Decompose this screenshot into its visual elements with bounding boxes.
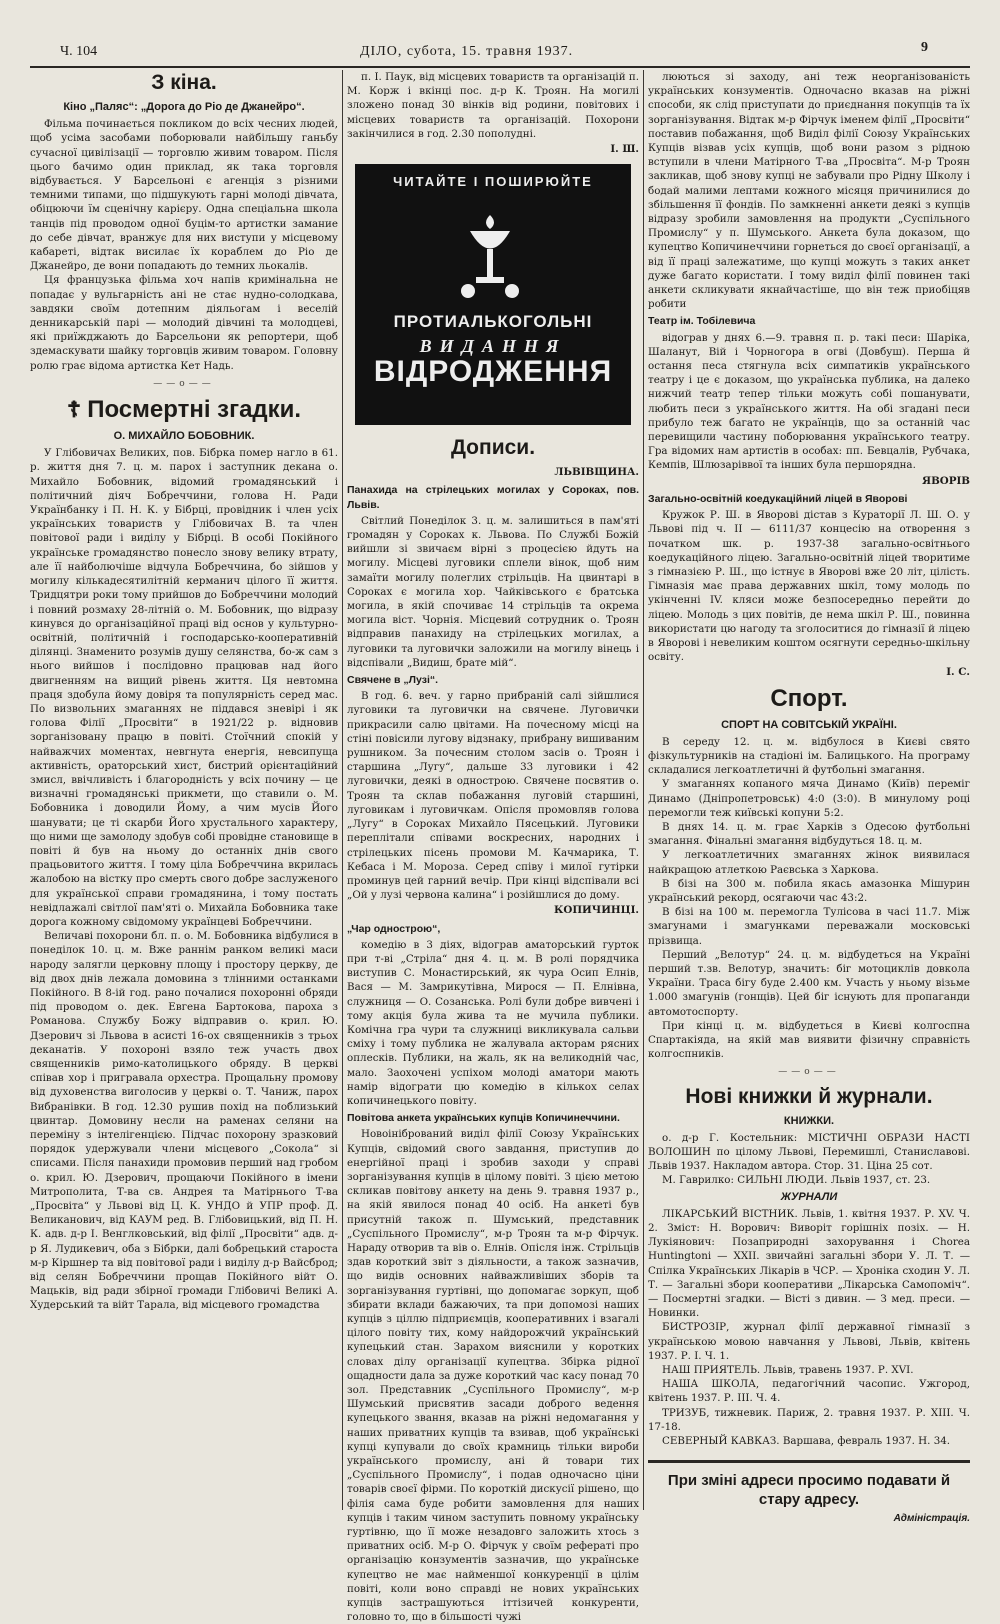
article-subheading: Повітова анкета українських купців Копичинеччини. (347, 1112, 620, 1125)
region-yavoriv: ЯВОРІВ (921, 474, 970, 487)
journal-entry: ТРИЗУБ, тижневик. Париж, 2. травня 1937. Р. XIII. Ч. 17-18. (648, 1406, 970, 1433)
column-rule (342, 70, 343, 1510)
region-kopychyntsi: КОПИЧИНЦІ. (554, 904, 639, 917)
sport-paragraph: При кінці ц. м. відбудеться в Києві колгоспна Спартакіяда, на якій мав виявити фізичну справність колгоспників. (648, 1019, 970, 1061)
orthodox-cross-icon: ☦ (66, 397, 82, 423)
sport-paragraph: Перший „Велотур“ 24. ц. м. відбудеться на Україні перший т.зв. Велотур, значить: біг мотоциклів довкола України. Траса бігу буде 2.400 км. Участь у ньому візьме 1.000 змагунів (гонщів). Цей біг існують для пропаганди автомотоспорту. (648, 948, 970, 1018)
cinema-heading: З кіна. (151, 71, 217, 94)
cinema-paragraph: Фільма починається покликом до всіх чесних людей, щоб усіма засобами поборювали найбільшу ганьбу сучасної цивілізації — торговлю живим товаром. Після цього бачимо один приклад, як така торговля відбувається. У Барсельоні є агенція з різними темними типами, що підшукують гарні молоді дівчата, обіцюючи їм сценічну карієру. Одна спеціальна школа танців під проводом одної буцім-то артистки замание до себе дівчат, вранжує для них виступи у місцевому кабареті, відтак висилає їх кораблем до Ріо де Джанейро, де вони попадають до темних льокалів. (30, 118, 338, 273)
address-change-notice (648, 1460, 970, 1528)
separator-ornament: ——o—— (153, 378, 215, 389)
obituary-heading (30, 395, 338, 425)
masthead-date: ДІЛО, субота, 15. травня 1937. (360, 44, 574, 59)
column-3 (648, 70, 970, 1525)
article-paragraph: комедію в 3 діях, відограв аматорський гурток при т-ві „Стріла“ дня 4. ц. м. В ролі порядчика виступив С. Монастирський, як чура Осип Елнів, Вася — М. Замрикутівна, Мирося — П. Елнівна, служниця — О. Созанська. Ролі були добре вивчені і тому акція була жива та не мучила публики. Комічна гра чури та служниці викликувала сальви сміху і тому публика не жалувала акторам рясних оплесків. Публики, на жаль, як на великодній час, мало. Заохочені успіхом молоді аматори мають намір відограти цю комедію в кількох селах копичинецького повіту. (347, 938, 639, 1107)
column-2 (347, 70, 639, 1624)
dopysy-heading: Дописи. (450, 436, 536, 460)
notice-signature: Адміністрація. (893, 1513, 970, 1525)
sport-heading: Спорт. (770, 684, 848, 712)
article-subheading: Панахида на стрілецьких могилах у Сороках, пов. Львів. (347, 484, 639, 511)
journal-entry: ЛІКАРСЬКИЙ ВІСТНИК. Львів, 1. квітня 1937. Р. XV. Ч. 2. Зміст: Н. Ворович: Виворіт горішніх позіх. — Н. Лукіянович: Позаприродні захорування і Chorea Huntingtoni — XXII. звичайні загальні збори У. Л. Т. — Спілка Українських Лікарів в ЧСР. — Хроніка сходин У. Л. Т. — Загальні збори кооперативи „Лікарська Самопоміч“. — Посмертні згадки. — Вісті з дивин. — З мед. преси. — Новинки. (648, 1207, 970, 1320)
sport-subheading: СПОРТ НА СОВІТСЬКІЙ УКРАЇНІ. (721, 718, 897, 731)
article-paragraph: Кружок Р. Ш. в Яворові дістав з Кураторії Л. Ш. О. у Львові під ч. ІІ — 6111/37 концесію на отворення з початком шк. р. 1937-38 загально-освітнього коедукаційного ліцею. Загально-освітній ліцей творитиме з гімназією Р. Ш., що істнує в Яворові вже 20 літ, цілість. Гімназія має права державних шкіл, тому молодь по укінченні IV. кляси може безпосередньо перейти до ліцею. Молодь з цих повітів, де нема шкіл Р. Ш., повинна використати цю нагоду та зголоситися до гімназії й ліцею в Яворові і невеликим коштом осягнути середньо-шкільну освіту. (648, 509, 970, 664)
article-paragraph: Світлий Понеділок 3. ц. м. залишиться в пам'яті громадян у Сороках к. Львова. По Службі Божій вийшли зі звичаєм вірні з процесією йдуть на могилу. Місцеві луговики сплели вінок, щоб ним замаїти могилу полеглих стрільців. На цвинтарі в Сороках є могила хор. Чайківського є братська могила, в якій спочиває 14 стрільців та окрема могила віст. Чорнія. Місцевий сотрудник о. Троян відправив панахиду на стрілецьких могилах, а луговики та луговички заложили на могилу вінець і відспівали „Видиш, брате мій“. (347, 514, 639, 669)
cinema-paragraph: Ця французька фільма хоч напів кримінальна не попадає у вульгарність ані не стає нудно-солодкава, завдяки своїм дотепним діяльогам і веселій денникарській парі — молодий дівчині та молодцеві, які приїжджають до Барсельони як репортери, щоб здемаскувати шайку торговців живим товаром. Головну ролю грає відома артистка Кет Надь. (30, 274, 338, 372)
sport-paragraph: В бізі на 300 м. побила якась амазонка Мішурин український рекорд, осягаючи час 43:2. (648, 877, 970, 904)
page-number: 9 (921, 40, 928, 55)
obituary-heading-text: Посмертні згадки. (87, 396, 302, 424)
article-subheading: Загально-освітній коедукаційний ліцей в Яворові (648, 492, 908, 505)
book-entry: о. д-р Г. Костельник: МІСТИЧНІ ОБРАЗИ НАСТІ ВОЛОШИН по цілому Львові, Перемишлі, Станиславові. Львів 1937. Накладом автора. Стор. 31. Ціна 25 сот. (648, 1131, 970, 1173)
obituary-paragraph: Величаві похорони бл. п. о. М. Бобовника відбулися в понеділок 10. ц. м. Вже раннім ранком великі маси народу залягли церковну площу і простору церкву, де від двох днів лежала домовина з тлінними останками Покійного. В 8-ій год. рано почалися похоронні обряди під проводом о. дек. Евгена Бартокова, пароха з Романова. Службу Божу відправив о. крил. Ю. Дзерович зі Львова в асисті 16-ох священників з трьох деканатів. У похороні взяло теж участь двох священників римо-католицького обряду. В церкві співав хор і пригравала орхестра. Прощальну промову від духовенства виголосив у церкві о. Т. Чаниж, парох Вибранівки. В год. 12.30 рушив похід на поблизький цвинтар. Домовину несли на раменах селяни на переміну з інтелігенцією. Підчас похорону зразковий порядок удержували члени місцевого „Сокола“ зі списами. Після панахиди промовив перший над гробом о. крил. Ю. Дзерович, прощаючи Покійного в імени Митрополита, Т-ва св. Андрея та Матірнього Т-ва „Просвіта“ у Львові від Ц. К. УНДО й УПР проф. Д. Великанович, від КАУМ ред. В. Глібовицький, від П. Н. К. адв. д-р І. Венглковський, від філії „Просвіти“ адв. д-р Я. Лудикевич, оба з Бібрки, далі бобрецький староста м-р Кіршнер та від повітової ради і виділу д-р Вайсброд; від селян Бобреччини прощав Покійного війт О. Мацьків, від ради збірної громади Глібовичі Великі А. Худерський та війт Тарала, від місцевого громадства (30, 930, 338, 1312)
article-signature: І. С. (946, 666, 970, 679)
obituary-paragraph: У Глібовичах Великих, пов. Бібрка помер нагло в 61. р. життя дня 7. ц. м. парох і заступник декана о. Михайло Бобовник, відомий громадянський і політичний діяч Бобреччини, голова Н. Ради Українбанку і П. Н. К. у Бібрці, провідник і член усіх українських товариств у Глібовичах В. та член повітової ради і виділу у Бібрці. В особі Покійного українське громадянство понесло знову велику втрату, але її найболючіше відчула Бобреччина, бо зійшов у могилу кількадесятилітній керманич цілого її життя. Тридцятри роки тому прийшов до Бобреччини молодий і повний розмаху 28-літній о. М. Бобовник, що відразу кинувся до організаційної праці від основ у культурно-освітній, політичній і господарсько-кооперативній ділянці. Знаменито розумів душу селянства, бо-ж сам з нього вийшов і послідовно працював над його двигненням на вищий рівень життя. Ця невтомна праця здобула йому довіря та популярність серед мас. По визвольних змаганнях не піддався зневірі і як голова Філії „Просвіти“ в 1921/22 р. відновив зорганізовану працю в повіті. Стоїчний спокій у найважчих моментах, невгнута енергія, невсипуща активність, ораторський хист, бистрий орієнтаційний змисл, ввічливість і благородність у всіх почину — це визначні громадянські прикмети, що ставили о. М. Бобовника і доводили Йому, а чим мусів Його шанувати; це ті скарби Його хрустального характеру, що ними ще замолоду здобув собі провідне становище в повіті й був на ньому до останніх днів свого працьовитого життя. І тому ціла Бобреччина вкрилась жалобою на вістку про смерть свого добре заслуженого для української справи громадянина, і тому постать невідлажалі світлої пам'яті о. Михайла Бобовника таке дорога кожному свідомому українцеві Бобреччини. (30, 447, 338, 928)
obituary-subheading: О. МИХАЙЛО БОБОВНИК. (113, 430, 255, 443)
article-paragraph: В год. 6. веч. у гарно прибраній салі зійшлися луговики та луговички на свячене. Луговички прикрасили салю цвітами. На почесному місці на стіні повісили лугову відзнаку, прибрану вишиваним рушником. За почесним столом засів о. Троян і старшина „Лугу“, дальше 33 луговики і 42 луговички, деякі в однострою. Свячене посвятив о. Троян та склав побажання луговій старшині, луговикам і луговичкам. Опісля промовляв голова „Лугу“ в Сороках Михайло Пясецький. Луговики переплітали співами воскресних, народних і стрілецьких пісень промови М. Качмарика, Т. Кебаса і М. Мороза. Серед співу і милої гутірки проминув цей гарний вечір. При кінці відспівали всі „Ой у лузі червона калина“ і розійшлися до дому. (347, 690, 639, 902)
book-entry: М. Гаврилко: СИЛЬНІ ЛЮДИ. Львів 1937, ст. 23. (662, 1174, 931, 1187)
article-subheading: Свячене в „Лузі“. (347, 674, 439, 687)
journal-entry: БИСТРОЗІР, журнал філії державної гімназії з українською мовою навчання у Львові, Львів, квітень 1937. Р. І. Ч. 1. (648, 1321, 970, 1362)
anti-alcohol-poster (355, 164, 631, 425)
sport-paragraph: В днях 14. ц. м. грає Харків з Одесою футбольні змагання. Фінальні змагання відбудуться 18. ц. м. (648, 820, 970, 848)
region-lvivshchyna: ЛЬВІВЩИНА. (554, 466, 639, 479)
obituary-continuation: п. І. Паук, від місцевих товариств та організацій п. М. Корж і вкінці пос. д-р К. Троян. На могилі зложено понад 30 вінків від родини, повітових і місцевих товариств та організацій. Похорони закінчилися в год. 2.30 пополудні. (347, 71, 639, 140)
notice-text: При зміні адреси просимо подавати й стару адресу. (667, 1472, 951, 1509)
poster-arc-text: ЧИТАЙТЕ І ПОШИРЮЙТЕ (393, 174, 593, 190)
separator-ornament: ——o—— (778, 1067, 840, 1078)
poster-line-3: ВІДРОДЖЕННЯ (373, 355, 613, 389)
poster-line-1: ПРОТИАЛЬКОГОЛЬНІ (393, 312, 593, 332)
journal-entry: НАША ШКОЛА, педагогічний часопис. Ужгород, квітень 1937. Р. III. Ч. 4. (648, 1378, 970, 1405)
journal-entry: СЕВЕРНЫЙ КАВКАЗ. Варшава, февраль 1937. Н. 34. (662, 1435, 951, 1448)
obituary-signature: І. Ш. (610, 143, 639, 156)
article-paragraph: Новоінібрований виділ філії Союзу Українських Купців, свідомий свого завдання, приступив до енергійної праці і зробив заходи у справі зорганізування купців в цілому повіті. З цією метою скликав повітову анкету на день 9. травня 1937 р., на якій явилося понад 40 осіб. На анкеті був присутній також п. Шумський, представник „Суспільного Промислу“, м-р Троян та м-р Фірчук. Нараду отворив та вів о. Елнів. Опісля інж. Стрільців здав короткий звіт з діяльности, а також зазначив, що видів основних найважливіших зборів та зорганізування гуртівні, що допомагає зоркуп, щоб збирати вклади бажаючих, та при допомозі наших купців з ціллю підприємців, кооперативних і взагалі цілого повіту тих, кому найдорожчий український купецький стан. Зарахом вияснили у коротких словах ділу організації купецтва. Збірка рідної ощадности дала за дуже короткий час касу понад 70 зол. Представник „Суспільного Промислу“, м-р Шумський присвятив засади доброго ведення купецького звання, вказав на ріжні недомагання у наших приватних купців та взивав, щоб українські купці купували до своїх крамниць тільки вироби українського промислу, ані й товари тих „Суспільного Промислу“, і подав одночасно ціни товарів своєї фірми. По короткій дискусії рішено, що філія сама буде робити замовлення для наших купців і таким чином заступить повному українську гуртівню, що її може незадовго заложить хтось з приватних осіб. М-р О. Фірчук у своїм рефераті про організацію конзументів зазначив, що українське купецтво не має найменшої конкуренції в цілім повіті, коли воно справді не нових українських купців застрашуються іттізичей конкуренти, головно то, що в більшості чужі (347, 1128, 639, 1624)
books-subheading: КНИЖКИ. (783, 1114, 835, 1127)
sport-paragraph: В бізі на 100 м. перемогла Тулісова в часі 11.7. Між змагунами і змагунками переважали московські прізвища. (648, 906, 970, 947)
article-paragraph: люються зі заходу, ані теж неорганізованість українських конзументів. Одночасно вказав на ріжні способи, як слід приступати до приєднання покупців та їх зорганізування. Відтак м-р Фірчук іменем філії „Просвіти“ поставив побажання, щоб Виділ філії Союзу Українських Купців візвав усіх купців, щоб вони разом з рідною вступили в члени Матірного Т-ва „Просвіта“. М-р Троян закликав, щоб знову купці не забували про Рідну Школу і бодай малими лептами кожного місяця причинилися до збільшення її фондів. По замкненні анкети деякі з купців відразу зробили замовлення на продукти „Суспільного Промислу“ у п. Шумського. Анкета була доказом, що купецтво Копичинеччини горнеться до своєї організації, а від її праці залежатиме, що купці можуть з таких анкет дуже багато користати. І тому виділ філії повинен такі анкети скликувати якнайчастіше, що він теж приобіцяв робити (648, 71, 970, 311)
column-rule (643, 70, 644, 1510)
journal-entry: НАШ ПРИЯТЕЛЬ. Львів, травень 1937. Р. XVI. (662, 1364, 914, 1377)
poster-line-2: ВИДАННЯ (419, 336, 567, 357)
sport-paragraph: У змаганнях копаного мяча Динамо (Київ) переміг Динамо (Дніпропетровськ) 4:0 (3:0). В минулому році перемогли теж київські копуни 5:2. (648, 778, 970, 819)
lamp-cup-icon (460, 211, 520, 301)
sport-paragraph: У легкоатлетичних змаганнях жінок виявилася найкращою атлеткою Раєвська з Харкова. (648, 849, 970, 876)
article-paragraph: відограв у днях 6.—9. травня п. р. такі песи: Шаріка, Шаланут, Вій і Чорногора в огві (Довбуш). Перша й остання песа стягнула всіх симпатиків українського театру і це є доказом, що українська публика, на далеко нижчий театр тепер тільки можуть собі пошанувати, любить песи з українського життя. На обі згадані песи прибуло теж багато не українців, що за останній час перевищили частину поборювання українського театру. Гра відомих нам артистів в особах: пп. Бевцалів, Рубчака, Кемпів, Шлюзаріввої та інших була першорядна. (648, 331, 970, 472)
article-subheading: „Чар однострою“, (347, 922, 441, 935)
column-1 (30, 70, 338, 1510)
journals-subheading: ЖУРНАЛИ (780, 1190, 838, 1203)
sport-paragraph: В середу 12. ц. м. відбулося в Києві свято фізкультурників на стадіоні ім. Балицького. На програму складалися легкоатлетичні й футбольні змагання. (648, 735, 970, 777)
issue-number: Ч. 104 (60, 44, 98, 59)
books-heading: Нові книжки й журнали. (685, 1084, 933, 1108)
article-subheading: Театр ім. Тобілевича (648, 315, 756, 328)
cinema-subheading: Кіно „Паляс“: „Дорога до Ріо де Джанейро“. (63, 101, 305, 113)
page-header (30, 40, 970, 68)
